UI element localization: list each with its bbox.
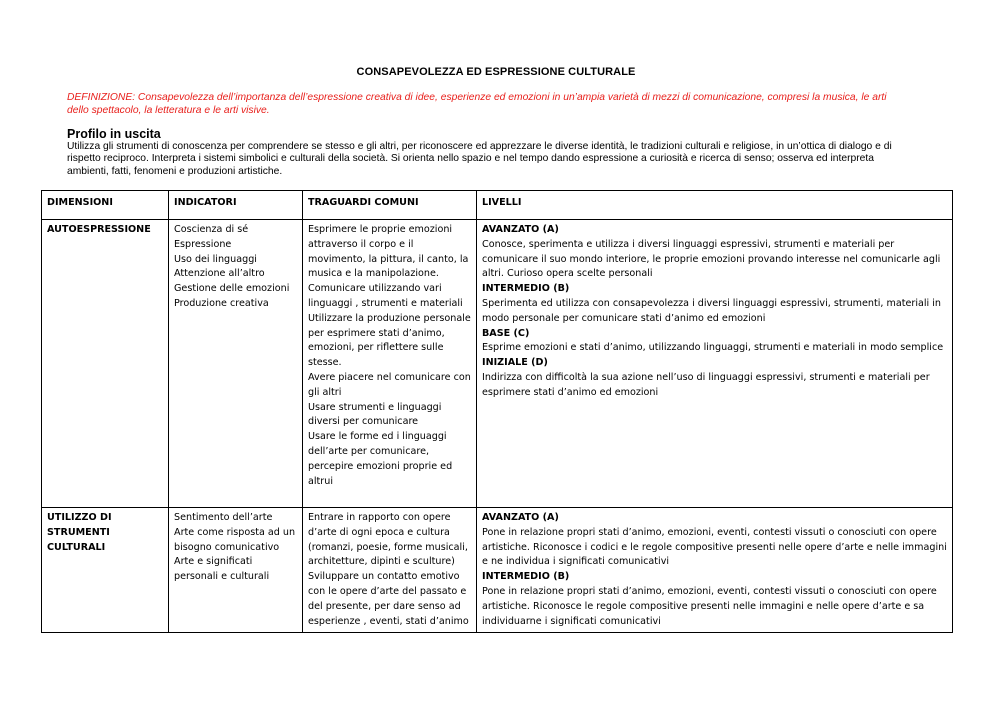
indicator-item: Sentimento dell’arte (174, 512, 273, 523)
traguardo-item: Comunicare utilizzando vari linguaggi , strumenti e materiali (308, 283, 463, 309)
traguardo-item: Sviluppare un contatto emotivo con le opere d’arte del passato e del presente, per dare senso ad esperienze , eventi, stati d’animo (308, 571, 469, 627)
traguardo-item: Entrare in rapporto con opere d’arte di ogni epoca e cultura (romanzi, poesie, forme musicali, architetture, dipinti e sculture) (308, 512, 468, 568)
level-description: Conosce, sperimenta e utilizza i diversi linguaggi espressivi, strumenti e materiali per comunicare il suo mondo interiore, le proprie emozioni provando interesse nel comunicarle agli altri. Curioso opera scelte personali (482, 238, 941, 280)
definition-text: DEFINIZIONE: Consapevolezza dell’importanza dell’espressione creativa di idee, esperienze ed emozioni in un’ampia varietà di mezzi di comunicazione, compresi la musica, le arti dello spettacolo, la letteratura e le arti visive. (67, 92, 887, 116)
dimension-cell: AUTOESPRESSIONE (42, 220, 169, 508)
table-row (42, 508, 953, 633)
indicator-item: Coscienza di sé (174, 224, 249, 235)
indicator-item: Arte e significati personali e culturali (174, 556, 270, 583)
header-indicatori: INDICATORI (169, 191, 303, 220)
level-description: Pone in relazione propri stati d’animo, emozioni, eventi, contesti vissuti o conosciuti con opere artistiche. Riconosce le regole compositive presenti nelle immagini e nelle opere d’arte e sa individuarne i significati comunicativi (482, 585, 937, 627)
level-description: Esprime emozioni e stati d’animo, utilizzando linguaggi, strumenti e materiali in modo semplice (482, 342, 944, 354)
levels-cell (477, 508, 953, 633)
traguardi-cell (303, 508, 477, 633)
level-name: INTERMEDIO (B) (482, 571, 570, 583)
indicator-item: Produzione creativa (174, 297, 269, 309)
competence-table (41, 190, 953, 633)
dimension-cell: UTILIZZO DI STRUMENTI CULTURALI (42, 508, 169, 633)
indicators-cell (169, 220, 303, 508)
level-description: Pone in relazione propri stati d’animo, emozioni, eventi, contesti vissuti o conosciuti con opere artistiche. Riconosce i codici e le regole compositive presenti nelle opere d’arte e nelle immagini e ne individua i significati comunicativi (482, 526, 947, 568)
indicator-item: Attenzione all’altro (174, 268, 265, 280)
indicator-item: Gestione delle emozioni (174, 283, 290, 295)
document-title: CONSAPEVOLEZZA ED ESPRESSIONE CULTURALE (356, 66, 636, 78)
indicator-item: Espressione (174, 238, 232, 250)
traguardi-cell (303, 220, 477, 508)
table-row (42, 220, 953, 508)
level-name: AVANZATO (A) (482, 512, 559, 523)
traguardo-item: Utilizzare la produzione personale per esprimere stati d’animo, emozioni, per riflettere sulle stesse. (308, 312, 471, 369)
level-name: INTERMEDIO (B) (482, 283, 570, 295)
table-header-row (42, 191, 953, 220)
indicator-item: Uso dei linguaggi (174, 253, 257, 265)
level-name: BASE (C) (482, 327, 530, 339)
traguardo-item: Usare le forme ed i linguaggi dell’arte per comunicare, percepire emozioni proprie ed altrui (308, 431, 453, 487)
level-description: Indirizza con difficoltà la sua azione nell’uso di linguaggi espressivi, strumenti e materiali per esprimere stati d’animo ed emozioni (482, 371, 930, 398)
profile-text: Utilizza gli strumenti di conoscenza per comprendere se stesso e gli altri, per riconoscere ed apprezzare le diverse identità, le tradizioni culturali e religiose, in un’ottica di dialogo e di rispetto reciproco. Interpreta i sistemi simbolici e culturali della società. Si orienta nello spazio e nel tempo dando espressione a curiosità e ricerca di senso; osserva ed interpreta ambienti, fatti, fenomeni e produzioni artistiche. (67, 141, 892, 177)
traguardo-item: Avere piacere nel comunicare con gli altri (308, 371, 471, 398)
indicators-cell (169, 508, 303, 633)
header-livelli: LIVELLI (477, 191, 953, 220)
level-name: INIZIALE (D) (482, 357, 548, 369)
traguardo-item: Esprimere le proprie emozioni attraverso il corpo e il movimento, la pittura, il canto, la musica e la manipolazione. (308, 224, 469, 280)
traguardo-item: Usare strumenti e linguaggi diversi per comunicare (308, 401, 442, 428)
level-name: AVANZATO (A) (482, 224, 559, 235)
profile-heading: Profilo in uscita (67, 127, 161, 141)
indicator-item: Arte come risposta ad un bisogno comunicativo (174, 526, 296, 553)
level-description: Sperimenta ed utilizza con consapevolezza i diversi linguaggi espressivi, strumenti, materiali in modo personale per comunicare stati d’animo ed emozioni (482, 297, 942, 324)
header-traguardi-comuni: TRAGUARDI COMUNI (303, 191, 477, 220)
header-dimensioni: DIMENSIONI (42, 191, 169, 220)
levels-cell (477, 220, 953, 508)
